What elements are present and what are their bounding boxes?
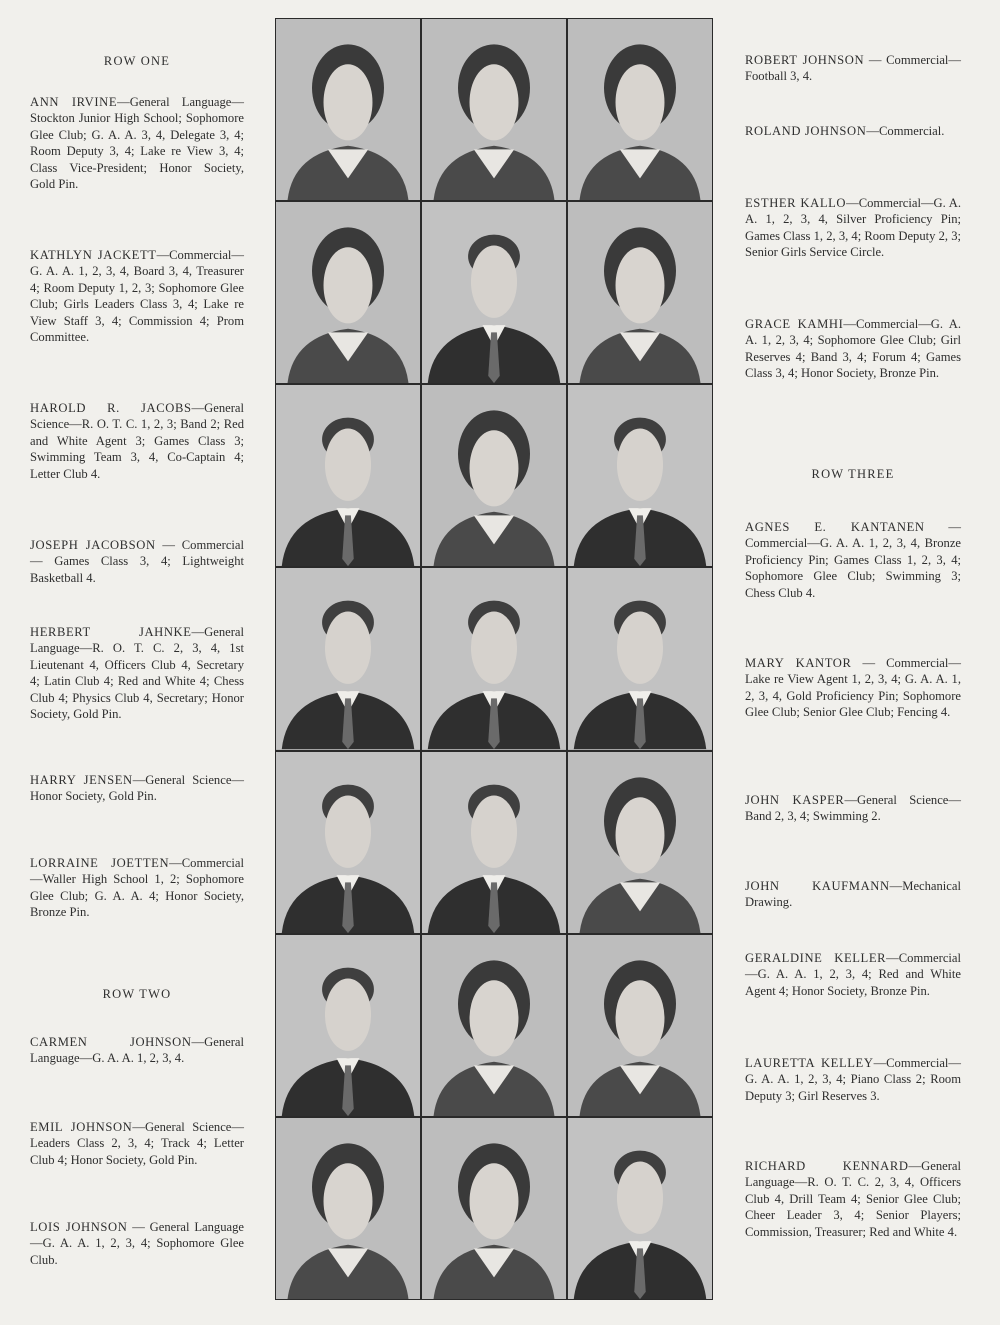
student-portrait: [568, 19, 712, 200]
student-activities: —Mechanical Drawing.: [745, 879, 961, 910]
student-portrait: [276, 1118, 420, 1299]
student-name: LORRAINE JOETTEN: [30, 856, 170, 870]
bio-entry: [745, 195, 961, 261]
student-name: ANN IRVINE: [30, 95, 118, 109]
student-name: HAROLD R. JACOBS: [30, 401, 192, 415]
student-activities: —General Language—R. O. T. C. 2, 3, 4, 1st Lieutenant 4, Officers Club 4, Secretary 4; Latin Club 4; Red and White 4; Chess Club 4; Physics Club 4, Secretary; Honor Society, Gold Pin.: [30, 625, 244, 722]
student-name: HARRY JENSEN: [30, 773, 133, 787]
student-name: GRACE KAMHI: [745, 317, 844, 331]
bio-entry: [30, 624, 244, 722]
bio-entry: [745, 519, 961, 601]
bio-entry: [745, 655, 961, 721]
student-portrait: [422, 752, 566, 933]
bio-entry: [745, 1158, 961, 1240]
bio-entry: [30, 537, 244, 586]
student-activities: —General Science—Band 2, 3, 4; Swimming 2.: [745, 793, 961, 824]
bio-entry: [745, 316, 961, 382]
student-activities: — Commercial—Football 3, 4.: [745, 53, 961, 84]
student-name: ROBERT JOHNSON: [745, 53, 865, 67]
student-name: HERBERT JAHNKE: [30, 625, 192, 639]
student-activities: —Commercial.: [866, 124, 945, 138]
student-portrait: [276, 568, 420, 749]
student-activities: —Commercial—G. A. A. 1, 2, 3, 4; Red and White Agent 4; Honor Society, Bronze Pin.: [745, 951, 961, 998]
student-portrait: [276, 935, 420, 1116]
student-name: GERALDINE KELLER: [745, 951, 887, 965]
student-activities: —Commercial—G. A. A. 1, 2, 3, 4; Sophomore Glee Club; Girl Reserves 4; Band 3, 4; Forum 4; Games Class 3, 4; Honor Society, Bronze Pin.: [745, 317, 961, 381]
student-portrait: [568, 568, 712, 749]
student-name: ROLAND JOHNSON: [745, 124, 867, 138]
student-name: AGNES E. KANTANEN: [745, 520, 925, 534]
student-name: LAURETTA KELLEY: [745, 1056, 874, 1070]
bio-entry: [30, 1119, 244, 1168]
student-name: JOHN KASPER: [745, 793, 845, 807]
student-name: RICHARD KENNARD: [745, 1159, 909, 1173]
student-activities: — Commercial—G. A. A. 1, 2, 3, 4, Bronze Proficiency Pin; Games Class 1, 2, 3, 4; Sophomore Glee Club; Swimming 3; Chess Club 4.: [745, 520, 961, 600]
student-name: CARMEN JOHNSON: [30, 1035, 192, 1049]
bio-entry: [745, 123, 961, 139]
student-name: LOIS JOHNSON: [30, 1220, 128, 1234]
student-portrait: [422, 202, 566, 383]
student-activities: — Commercial — Games Class 3, 4; Lightweight Basketball 4.: [30, 538, 244, 585]
student-activities: —General Science—Honor Society, Gold Pin.: [30, 773, 244, 804]
student-portrait: [422, 935, 566, 1116]
student-name: MARY KANTOR: [745, 656, 852, 670]
bio-entry: [745, 878, 961, 911]
student-activities: —General Science—R. O. T. C. 1, 2, 3; Band 2; Red and White Agent 3; Games Class 3; Swimming Team 3, 4, Co-Captain 4; Letter Club 4.: [30, 401, 244, 481]
student-portrait: [568, 752, 712, 933]
row-one-heading: ROW ONE: [103, 54, 171, 68]
student-activities: —General Language—R. O. T. C. 2, 3, 4, Officers Club 4, Drill Team 4; Senior Glee Club; Cheer Leader 3, 4; Senior Players; Commission, Treasurer; Red and White 4.: [745, 1159, 961, 1239]
student-portrait: [568, 385, 712, 566]
bio-entry: [745, 52, 961, 85]
bio-entry: [30, 400, 244, 482]
student-activities: —General Science—Leaders Class 2, 3, 4; Track 4; Letter Club 4; Honor Society, Gold Pin.: [30, 1120, 244, 1167]
student-portrait: [276, 385, 420, 566]
bio-entry: [745, 950, 961, 999]
student-activities: —Commercial—G. A. A. 1, 2, 3, 4, Silver Proficiency Pin; Games Class 1, 2, 3, 4; Room Deputy 2, 3; Senior Girls Service Circle.: [745, 196, 961, 260]
student-name: KATHLYN JACKETT: [30, 248, 157, 262]
student-portrait: [276, 202, 420, 383]
student-activities: — Commercial—Lake re View Agent 1, 2, 3, 4; G. A. A. 1, 2, 3, 4, Gold Proficiency Pin; Sophomore Glee Club; Senior Glee Club; Fencing 4.: [745, 656, 961, 720]
bio-entry: [30, 855, 244, 921]
student-portrait: [568, 202, 712, 383]
bio-entry: [30, 247, 244, 345]
row-two-heading: ROW TWO: [102, 987, 172, 1001]
student-name: EMIL JOHNSON: [30, 1120, 133, 1134]
student-activities: —General Language—G. A. A. 1, 2, 3, 4.: [30, 1035, 244, 1066]
student-name: ESTHER KALLO: [745, 196, 847, 210]
student-portrait: [422, 19, 566, 200]
bio-entry: [30, 1219, 244, 1268]
student-portrait: [422, 568, 566, 749]
student-name: JOSEPH JACOBSON: [30, 538, 156, 552]
bio-entry: [30, 772, 244, 805]
student-activities: —Commercial—G. A. A. 1, 2, 3, 4, Board 3, 4, Treasurer 4; Room Deputy 1, 2, 3; Sophomore Glee Club; Girls Leaders Class 3, 4; Lake re View Staff 3, 4; Commission 4; Prom Committee.: [30, 248, 244, 345]
portrait-grid: [275, 18, 713, 1300]
student-name: JOHN KAUFMANN: [745, 879, 890, 893]
student-portrait: [422, 1118, 566, 1299]
student-portrait: [568, 935, 712, 1116]
student-activities: —General Language—Stockton Junior High School; Sophomore Glee Club; G. A. A. 3, 4, Delegate 3, 4; Room Deputy 3, 4; Lake re View 3, 4; Class Vice-President; Honor Society, Gold Pin.: [30, 95, 244, 192]
student-activities: — General Language—G. A. A. 1, 2, 3, 4; Sophomore Glee Club.: [30, 1220, 244, 1267]
student-activities: —Commercial—Waller High School 1, 2; Sophomore Glee Club; G. A. A. 4; Honor Society, Bronze Pin.: [30, 856, 244, 920]
bio-entry: [30, 94, 244, 192]
bio-entry: [745, 1055, 961, 1104]
student-portrait: [276, 752, 420, 933]
bio-entry: [745, 792, 961, 825]
bio-entry: [30, 1034, 244, 1067]
student-activities: —Commercial—G. A. A. 1, 2, 3, 4; Piano Class 2; Room Deputy 3; Girl Reserves 3.: [745, 1056, 961, 1103]
row-three-heading: ROW THREE: [811, 467, 895, 481]
student-portrait: [422, 385, 566, 566]
student-portrait: [276, 19, 420, 200]
student-portrait: [568, 1118, 712, 1299]
